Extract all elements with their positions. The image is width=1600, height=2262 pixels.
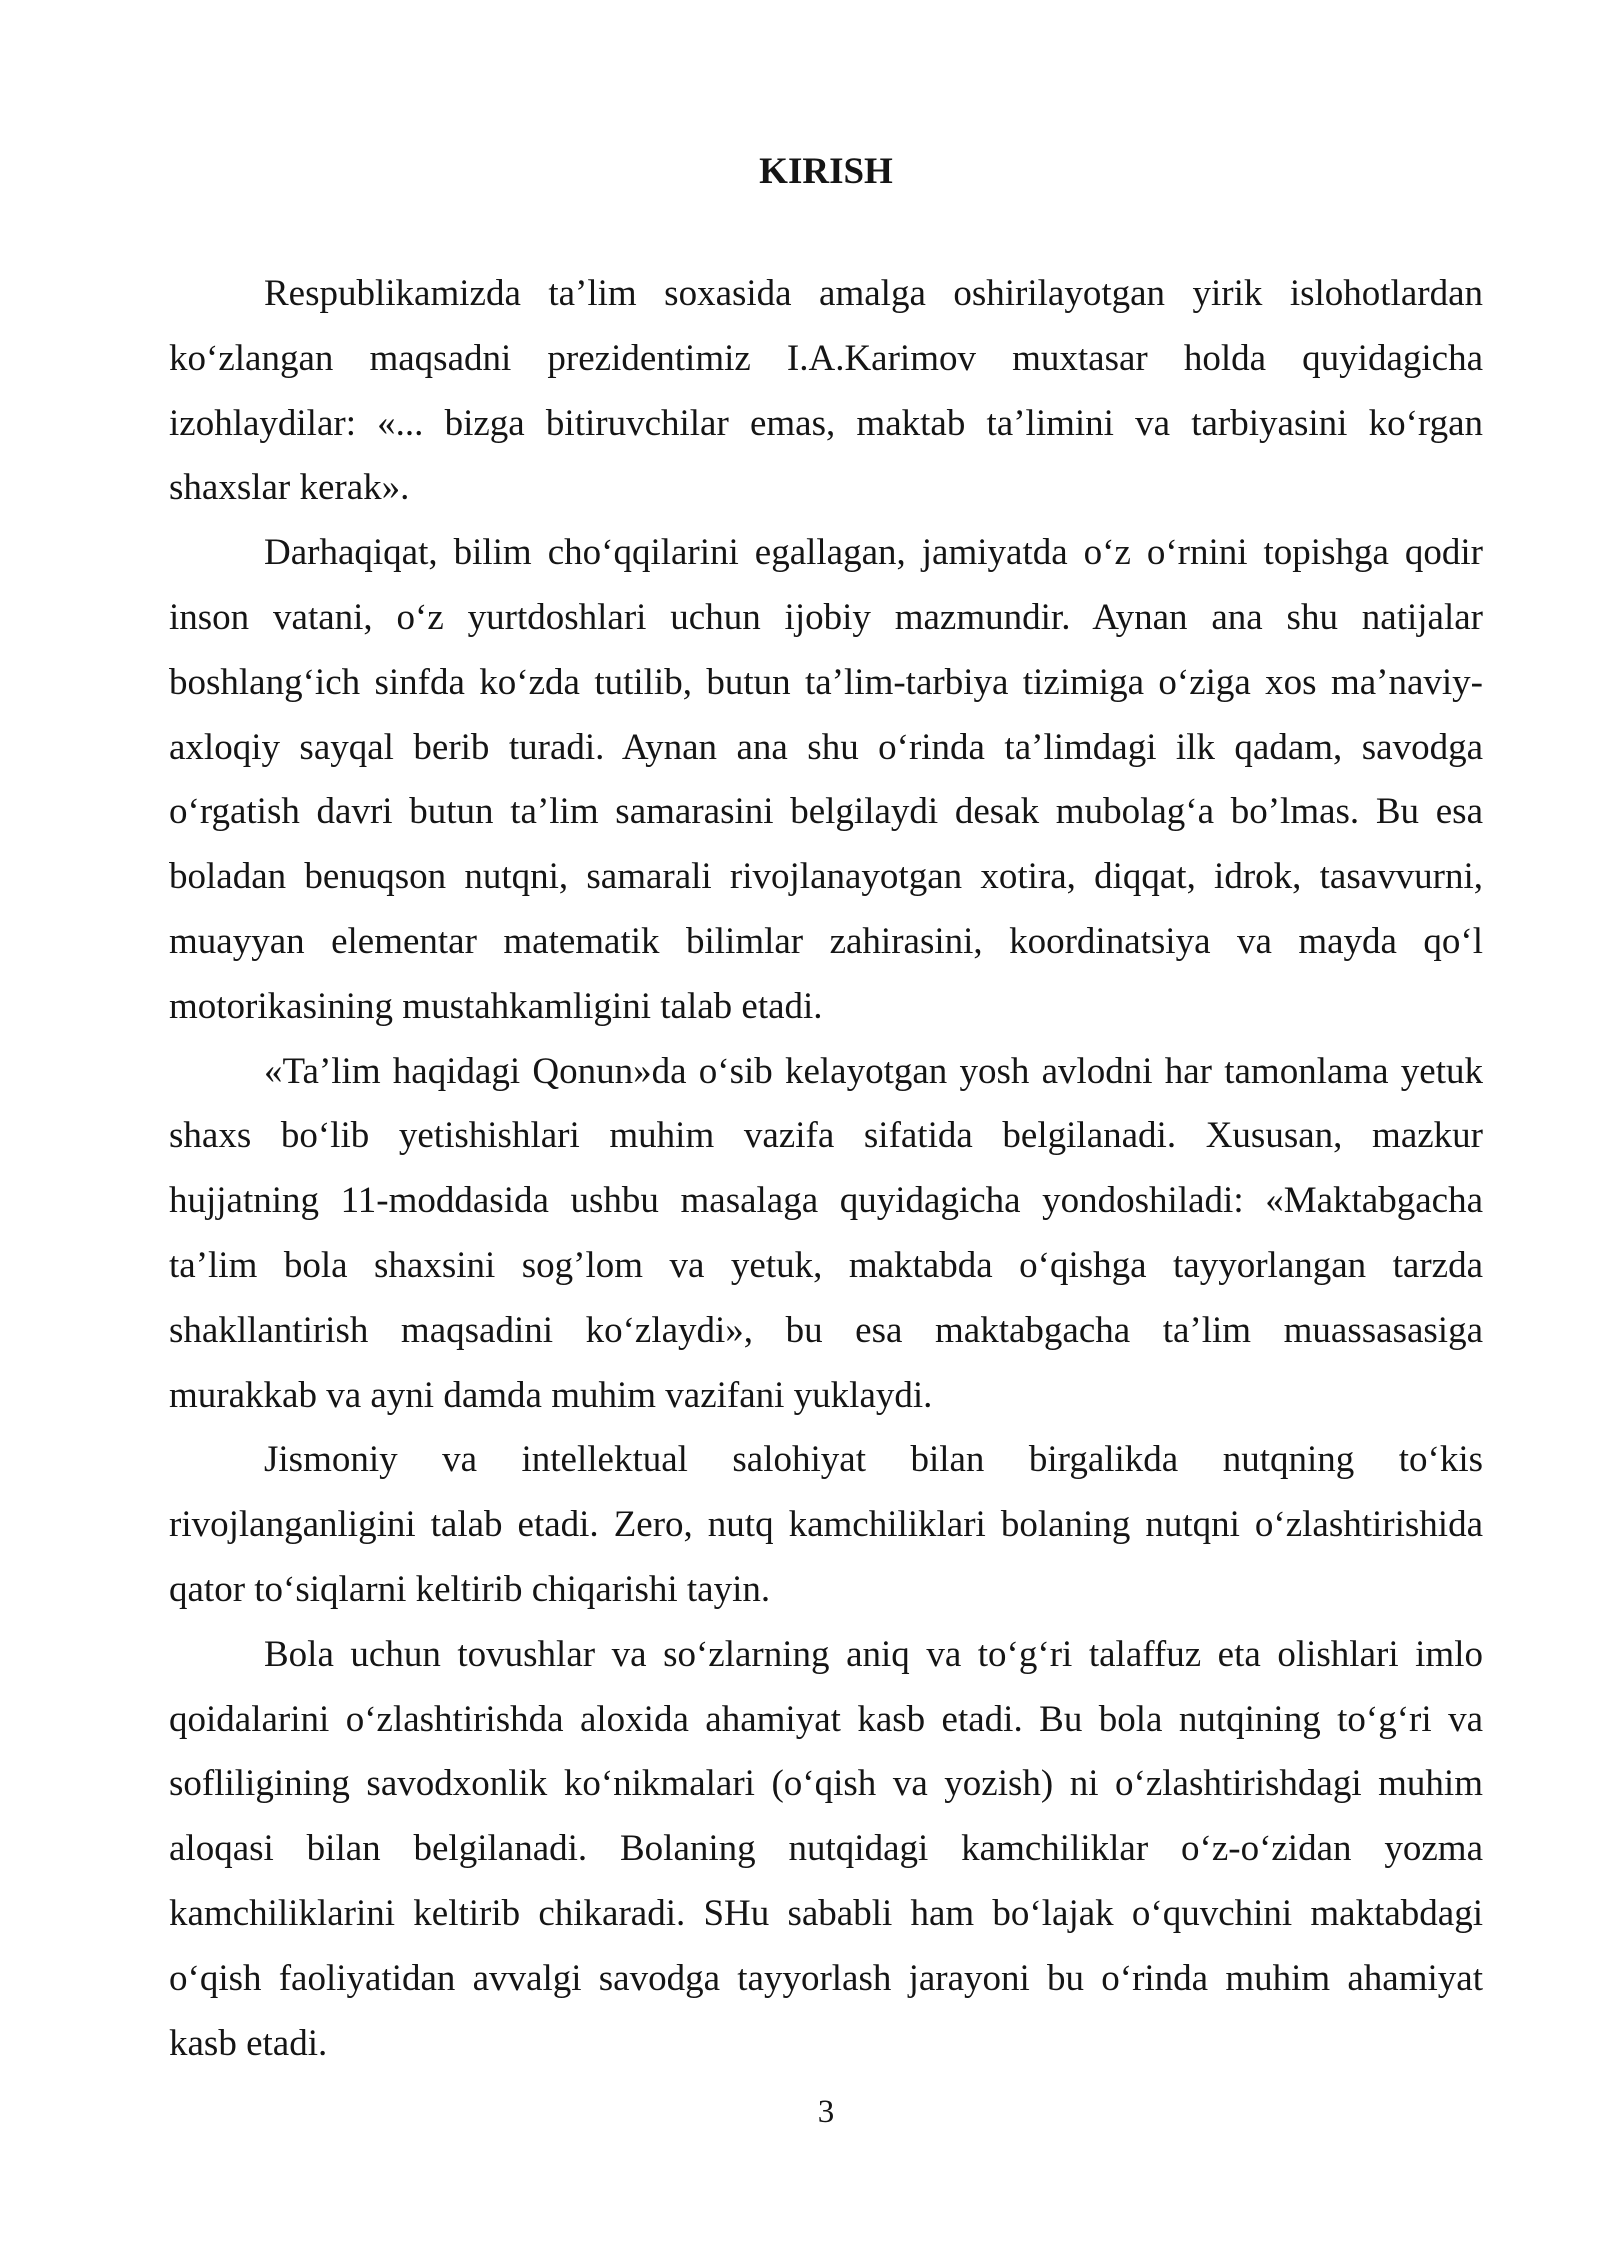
text-line: qoidalarini o‘zlashtirishda aloxida ahamiyat kasb etadi. Bu bola nutqining to‘g‘ri va <box>169 1698 1483 1740</box>
text-line: qator to‘siqlarni keltirib chiqarishi tayin. <box>169 1568 771 1610</box>
paragraph-5 <box>169 1623 1483 2077</box>
text-line: Darhaqiqat, bilim cho‘qqilarini egallagan, jamiyatda o‘z o‘rnini topishga qodir <box>264 532 1483 574</box>
page-title: KIRISH <box>759 151 893 192</box>
paragraph-1 <box>169 262 1483 521</box>
page-number: 3 <box>817 2094 835 2130</box>
text-line: boladan benuqson nutqni, samarali rivojlanayotgan xotira, diqqat, idrok, tasavvurni, <box>169 856 1483 898</box>
text-line: rivojlanganligini talab etadi. Zero, nutq kamchiliklari bolaning nutqni o‘zlashtirishida <box>169 1504 1483 1546</box>
text-line: Respublikamizda ta’lim soxasida amalga oshirilayotgan yirik islohotlardan <box>264 273 1483 314</box>
text-line: sofliligining savodxonlik ko‘nikmalari (o‘qish va yozish) ni o‘zlashtirishdagi muhim <box>169 1763 1483 1805</box>
text-line: Jismoniy va intellektual salohiyat bilan birgalikda nutqning to‘kis <box>264 1439 1483 1481</box>
text-line: kasb etadi. <box>169 2022 328 2064</box>
paragraph-2 <box>169 521 1483 1039</box>
text-line: hujjatning 11-moddasida ushbu masalaga quyidagicha yondoshiladi: «Maktabgacha <box>169 1180 1483 1222</box>
text-line: ta’lim bola shaxsini sog’lom va yetuk, maktabda o‘qishga tayyorlangan tarzda <box>169 1244 1483 1286</box>
text-line: ko‘zlangan maqsadni prezidentimiz I.A.Karimov muxtasar holda quyidagicha <box>169 337 1483 379</box>
text-line: o‘rgatish davri butun ta’lim samarasini belgilaydi desak mubolag‘a bo’lmas. Bu esa <box>169 791 1483 833</box>
text-line: aloqasi bilan belgilanadi. Bolaning nutqidagi kamchiliklar o‘z-o‘zidan yozma <box>169 1828 1483 1870</box>
body-text <box>169 262 1483 2076</box>
text-line: axloqiy sayqal berib turadi. Aynan ana shu o‘rinda ta’limdagi ilk qadam, savodga <box>169 726 1483 768</box>
text-line: motorikasining mustahkamligini talab etadi. <box>169 985 823 1027</box>
text-line: shaxslar kerak». <box>169 467 410 509</box>
text-line: o‘qish faoliyatidan avvalgi savodga tayyorlash jarayoni bu o‘rinda muhim ahamiyat <box>169 1957 1483 1999</box>
paragraph-4 <box>169 1428 1483 1622</box>
paragraph-3 <box>169 1040 1483 1429</box>
text-line: Bola uchun tovushlar va so‘zlarning aniq va to‘g‘ri talaffuz eta olishlari imlo <box>264 1633 1483 1675</box>
text-line: murakkab va ayni damda muhim vazifani yuklaydi. <box>169 1374 933 1416</box>
text-line: izohlaydilar: «... bizga bitiruvchilar emas, maktab ta’limini va tarbiyasini ko‘rgan <box>169 402 1483 444</box>
text-line: shakllantirish maqsadini ko‘zlaydi», bu esa maktabgacha ta’lim muassasasiga <box>169 1309 1483 1351</box>
text-line: kamchiliklarini keltirib chikaradi. SHu sababli ham bo‘lajak o‘quvchini maktabdagi <box>169 1892 1483 1934</box>
text-line: boshlang‘ich sinfda ko‘zda tutilib, butun ta’lim-tarbiya tizimiga o‘ziga xos ma’naviy- <box>169 661 1483 703</box>
text-line: shaxs bo‘lib yetishishlari muhim vazifa sifatida belgilanadi. Xususan, mazkur <box>169 1115 1483 1157</box>
text-line: «Ta’lim haqidagi Qonun»da o‘sib kelayotgan yosh avlodni har tamonlama yetuk <box>264 1050 1483 1092</box>
text-line: inson vatani, o‘z yurtdoshlari uchun ijobiy mazmundir. Aynan ana shu natijalar <box>169 596 1483 638</box>
text-line: muayyan elementar matematik bilimlar zahirasini, koordinatsiya va mayda qo‘l <box>169 920 1483 962</box>
